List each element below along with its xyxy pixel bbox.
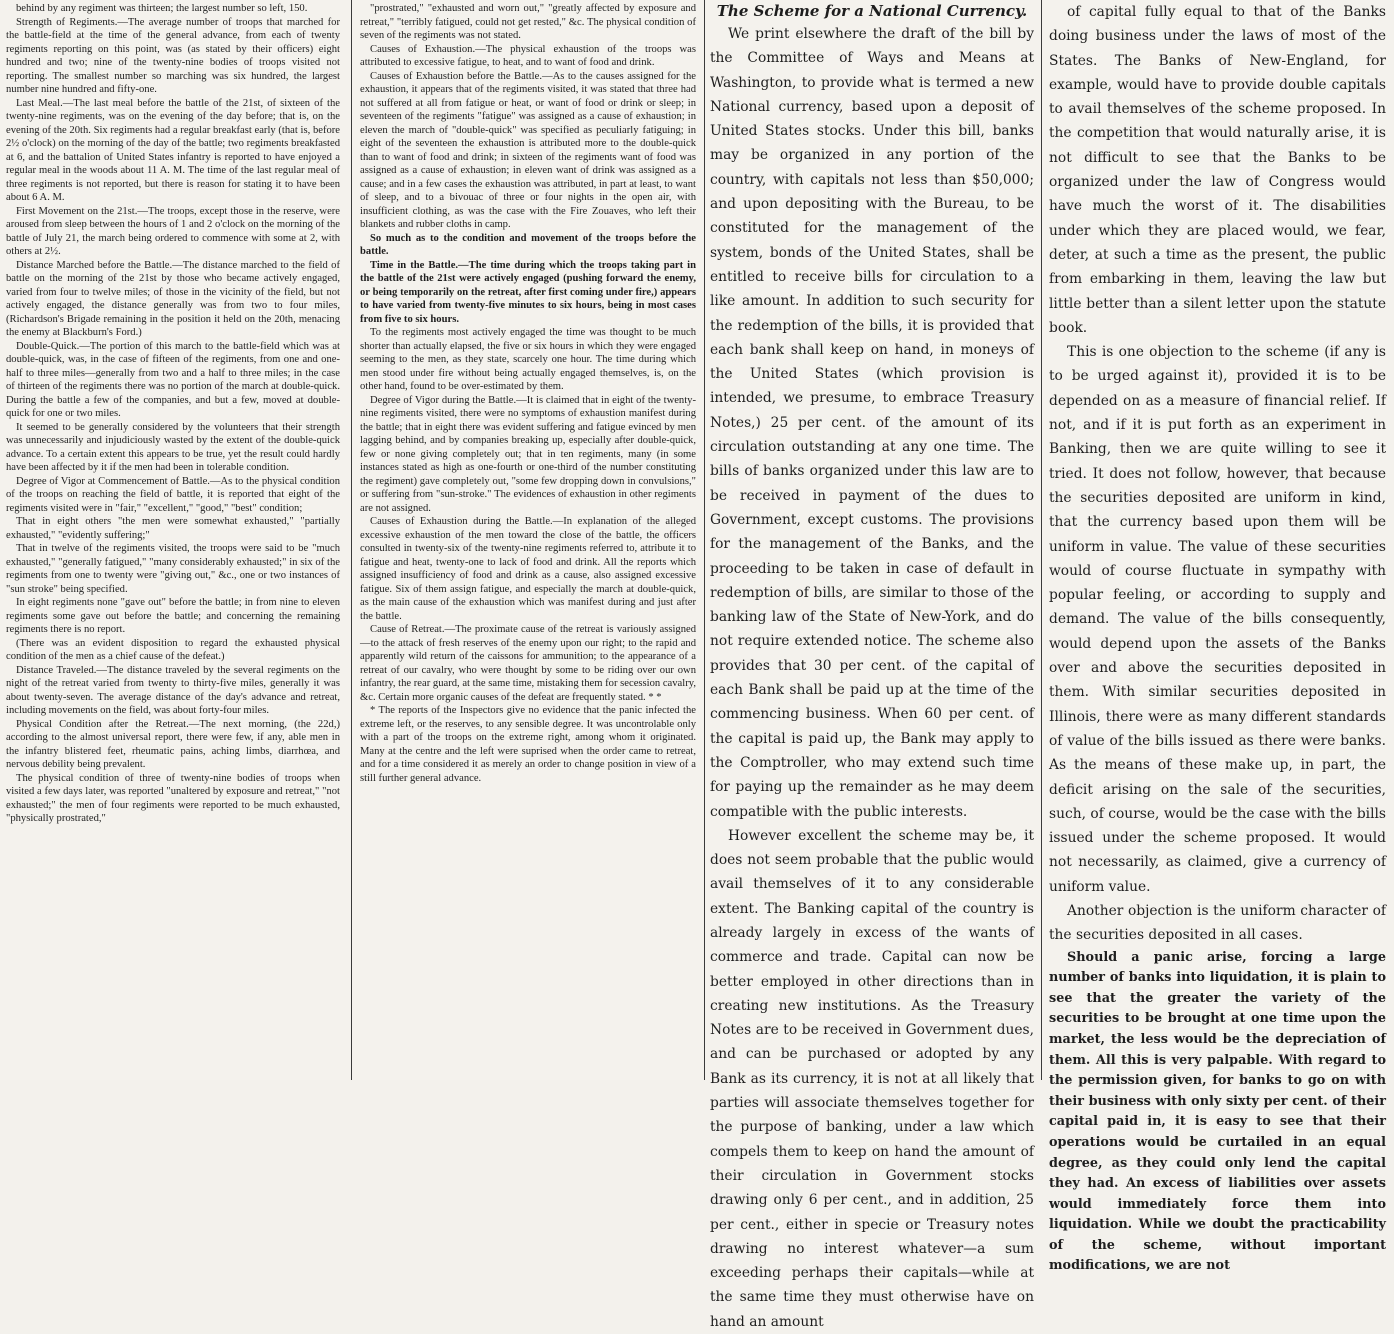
article-headline: The Scheme for a National Currency. <box>716 2 1028 20</box>
column-rule-3 <box>1041 0 1042 1080</box>
paragraph: (There was an evident disposition to regard the exhausted physical condition of the men as a chief cause of the defeat.) <box>6 637 340 662</box>
paragraph: "prostrated," "exhausted and worn out," "greatly affected by exposure and retreat," "terribly fatigued, could not get rested," &c. The physical condition of seven of the regiments was not stated. <box>360 3 696 41</box>
column-4 <box>1045 0 1392 1274</box>
column-3 <box>706 0 1038 1330</box>
paragraph: * The reports of the Inspectors give no evidence that the panic infected the extreme left, or the reserves, to any sensible degree. It was uncontrolable only with a part of the troops on the extreme right, among whom it originated. Many at the centre and the left were suprised when the order came to retreat, and for a time considered it as merely an order to change position in view of a still further general advance. <box>360 705 696 784</box>
paragraph: Time in the Battle.—The time during which the troops taking part in the battle of the 21st were actively engaged (pushing forward the enemy, or being temporarily on the retreat, after first coming under fire,) appears to have varied from twenty-five minutes to six hours, being in most cases from five to six hours. <box>360 259 696 325</box>
paragraph: Cause of Retreat.—The proximate cause of the retreat is variously assigned—to the attack of fresh reserves of the enemy upon our right; to the rapid and apparently wild return of the caissons for ammunition; to the appearance of a retreat of our cavalry, who were thought by some to be riding over our own infantry, the rear guard, at the same time, mistaking them for secession cavalry, &c. Certain more organic causes of the defeat are frequently stated. * * <box>360 624 696 703</box>
paragraph: It seemed to be generally considered by the volunteers that their strength was unnecessarily and injudiciously wasted by the extent of the double-quick advance. To a certain extent this appears to be true, yet the result could hardly have been affected by it if the men had been in tolerable condition. <box>6 421 340 473</box>
paragraph: Last Meal.—The last meal before the battle of the 21st, of sixteen of the twenty-nine regiments, was on the evening of the day before; that is, on the evening of the 20th. Six regiments had a regular breakfast early (that is, before 2½ o'clock) on the morning of the day of the battle; two regiments breakfasted at 6, and the battalion of United States infantry is reported to have enjoyed a regular meal in the woods about 11 A. M. The time of the last regular meal of three regiments is not reported, but there is reason for stating it to have been about 6 A. M. <box>6 97 340 203</box>
paragraph: Another objection is the uniform character of the securities deposited in all cases. <box>1049 902 1386 944</box>
paragraph: Distance Traveled.—The distance traveled by the several regiments on the night of the retreat varied from twenty to thirty-five miles, generally it was about twenty-seven. The average distance of the day's advance and retreat, including movements on the field, was about forty-four miles. <box>6 664 340 716</box>
paragraph: Causes of Exhaustion during the Battle.—In explanation of the alleged excessive exhaustion of the men toward the close of the battle, the officers consulted in twenty-six of the twenty-nine regiments referred to, attribute it to fatigue and heat, twenty-one to lack of food and drink. All the reports which assigned insufficiency of food and drink as a cause, also assigned excessive fatigue. Six of them assign fatigue, and especially the march at double-quick, as the main cause of the exhaustion which was manifest during and just after the battle. <box>360 516 696 622</box>
paragraph: Degree of Vigor during the Battle.—It is claimed that in eight of the twenty-nine regiments visited, there were no symptoms of exhaustion manifest during the battle; that in eight there was evident suffering and fatigue evinced by men lagging behind, and by companies breaking up, especially after double-quick, few or none giving completely out; that in ten regiments, many (in some instances stated as high as one-fourth or one-third of the number constituting the regiment) gave completely out, "some few dropping down in convulsions," or suffering from "sun-stroke." The evidences of exhaustion in other regiments are not assigned. <box>360 394 696 514</box>
paragraph: In eight regiments none "gave out" before the battle; in from nine to eleven regiments some gave out before the battle; and concerning the remaining regiments there is no report. <box>6 597 340 635</box>
paragraph: Double-Quick.—The portion of this march to the battle-field which was at double-quick, was, in the case of fifteen of the regiments, from one and one-half to three miles—generally from two and a half to three miles; in the case of thirteen of the regiments there was no portion of the march at double-quick. During the battle a few of the companies, and but a few, moved at double-quick for one or two miles. <box>6 340 340 419</box>
paragraph: To the regiments most actively engaged the time was thought to be much shorter than actually elapsed, the five or six hours in which they were engaged seeming to the men, as they state, scarcely one hour. The time during which men stood under fire without being actually engaged themselves, is, on the other hand, found to be over-estimated by them. <box>360 327 696 392</box>
paragraph: Causes of Exhaustion before the Battle.—As to the causes assigned for the exhaustion, it appears that of the regiments visited, it was stated that three had not suffered at all from fatigue or heat, or want of food or drink or sleep; in seventeen of the regiments "fatigue" was assigned as a cause of exhaustion; in eleven the march of "double-quick" was specified as peculiarly fatiguing; in eight of the seventeen the exhaustion is attributed more to the double-quick than to want of food and drink; in sixteen of the regiments want of food was assigned as a cause of exhaustion; in eleven want of drink was assigned as a cause; and in a few cases the exhaustion was attributed, in part at least, to want of sleep, and to a bivouac of three or four nights in the open air, with insufficient clothing, as was the case with the Fire Zouaves, who left their blankets and rubber cloths in camp. <box>360 70 696 230</box>
column-2-text <box>360 2 696 785</box>
paragraph: This is one objection to the scheme (if any is to be urged against it), provided it is to be depended on as a measure of financial relief. If not, and if it is put forth as an experiment in Banking, then we are quite willing to see it tried. It does not follow, however, that because the securities deposited are uniform in kind, that the currency based upon them will be uniform in value. The value of these securities would of course fluctuate in sympathy with popular feeling, or according to supply and demand. The value of the bills consequently, would depend upon the assets of the Banks over and above the securities deposited in them. With similar securities deposited in Illinois, there were as many different standards of value of the bills issued as there were banks. As the means of these make up, in part, the deficit arising on the sale of the securities, such, of course, would be the case with the bills issued under the scheme proposed. It would not necessarily, as claimed, give a currency of uniform value. <box>1049 344 1386 895</box>
paragraph: Causes of Exhaustion.—The physical exhaustion of the troops was attributed to excessive fatigue, to heat, and to want of food and drink. <box>360 43 696 68</box>
column-2 <box>356 0 700 1080</box>
paragraph: That in eight others "the men were somewhat exhausted," "partially exhausted," "evidently suffering;" <box>6 516 340 541</box>
column-1 <box>2 0 344 1080</box>
column-1-text <box>6 2 340 826</box>
paragraph: of capital fully equal to that of the Banks doing business under the laws of most of the States. The Banks of New-England, for example, would have to provide double capitals to avail themselves of the scheme proposed. In the competition that would naturally arise, it is not difficult to see that the Banks to be organized under the law of Congress would have much the worst of it. The disabilities under which they are placed would, we fear, deter, at such a time as the present, the public from embarking in them, leaving the law but little better than a silent letter upon the statute book. <box>1049 4 1386 336</box>
paragraph: Physical Condition after the Retreat.—The next morning, (the 22d,) according to the almost universal report, there were few, if any, able men in the infantry blistered feet, rheumatic pains, aching limbs, diarrhœa, and nervous debility being prevalent. <box>6 718 340 770</box>
column-rule-1 <box>351 0 352 1080</box>
paragraph: That in twelve of the regiments visited, the troops were said to be "much exhausted," "generally fatigued," "many considerably exhausted;" in six of the regiments from one to twenty were "giving out," &c., one or two instances of "sun stroke" being specified. <box>6 543 340 595</box>
column-4-text <box>1049 0 1386 948</box>
column-rule-2 <box>704 0 705 1080</box>
paragraph: Distance Marched before the Battle.—The distance marched to the field of battle on the morning of the 21st by those who became actively engaged, varied from four to twelve miles; of those in the vicinity of the field, but not actively engaged, the distance generally was from two to four miles, (Richardson's Brigade remaining in the position it held on the 20th, menacing the enemy at Blackburn's Ford.) <box>6 259 340 338</box>
paragraph: Strength of Regiments.—The average number of troops that marched for the battle-field at the time of the general advance, from each of twenty regiments reporting on this point, was (as stated by their officers) eight hundred and two; nine of the twenty-nine bodies of troops visited not reporting. The smallest number so marching was six hundred, the largest number nine hundred and fifty-one. <box>6 16 340 95</box>
paragraph: So much as to the condition and movement of the troops before the battle. <box>360 232 696 257</box>
column-3-text <box>710 22 1034 1334</box>
bold-paragraph: Should a panic arise, forcing a large number of banks into liquidation, it is plain to see that the greater the variety of the securities to be brought at one time upon the market, the less would be the depreciation of them. All this is very palpable. With regard to the permission given, for banks to go on with their business with only sixty per cent. of their capital paid in, it is easy to see that their operations would be curtailed in an equal degree, as they could only lend the capital they had. An excess of liabilities over assets would immediately force them into liquidation. While we doubt the practicability of the scheme, without important modifications, we are not <box>1049 949 1386 1274</box>
paragraph: However excellent the scheme may be, it does not seem probable that the public would avail themselves of it to any considerable extent. The Banking capital of the country is already largely in excess of the wants of commerce and trade. Capital can now be better employed in other directions than in creating new institutions. As the Treasury Notes are to be received in Government dues, and can be purchased or adopted by any Bank as its currency, it is not at all likely that parties will associate themselves together for the purpose of banking, under a law which compels them to keep on hand the amount of their circulation in Government stocks drawing only 6 per cent., and in addition, 25 per cent., either in specie or Treasury notes drawing no interest whatever—a sum exceeding perhaps their capitals—while at the same time they must otherwise have on hand an amount <box>710 827 1034 1330</box>
paragraph: First Movement on the 21st.—The troops, except those in the reserve, were aroused from sleep between the hours of 1 and 2 o'clock on the morning of the battle of July 21, the march being ordered to commence with some at 2, with others at 2½. <box>6 205 340 257</box>
paragraph: We print elsewhere the draft of the bill by the Committee of Ways and Means at Washington, to provide what is termed a new National currency, based upon a deposit of United States stocks. Under this bill, banks may be organized in any portion of the country, with capitals not less than $50,000; and upon depositing with the Bureau, to be constituted for the management of the system, bonds of the United States, shall be entitled to receive bills for circulation to a like amount. In addition to such security for the redemption of the bills, it is provided that each bank shall keep on hand, in moneys of the United States (which provision is intended, we presume, to embrace Treasury Notes,) 25 per cent. of the amount of its circulation outstanding at any one time. The bills of banks organized under this law are to be received in payment of the dues to Government, except customs. The provisions for the management of the Banks, and the proceeding to be taken in case of default in redemption of bills, are similar to those of the banking law of the State of New-York, and do not require extended notice. The scheme also provides that 30 per cent. of the capital of each Bank shall be paid up at the time of the commencing business. When 60 per cent. of the capital is paid up, the Bank may apply to the Comptroller, who may extend such time for paying up the remainder as he may deem compatible with the public interests. <box>710 26 1034 820</box>
paragraph: behind by any regiment was thirteen; the largest number so left, 150. <box>16 3 308 14</box>
paragraph: Degree of Vigor at Commencement of Battle.—As to the physical condition of the troops on reaching the field of battle, it is reported that eight of the regiments visited were in "fair," "excellent," "good," "best" condition; <box>6 475 340 514</box>
paragraph: The physical condition of three of twenty-nine bodies of troops when visited a few days later, was reported "unaltered by exposure and retreat," "not exhausted;" the men of four regiments were reported to be much exhausted, "physically prostrated," <box>6 772 340 824</box>
